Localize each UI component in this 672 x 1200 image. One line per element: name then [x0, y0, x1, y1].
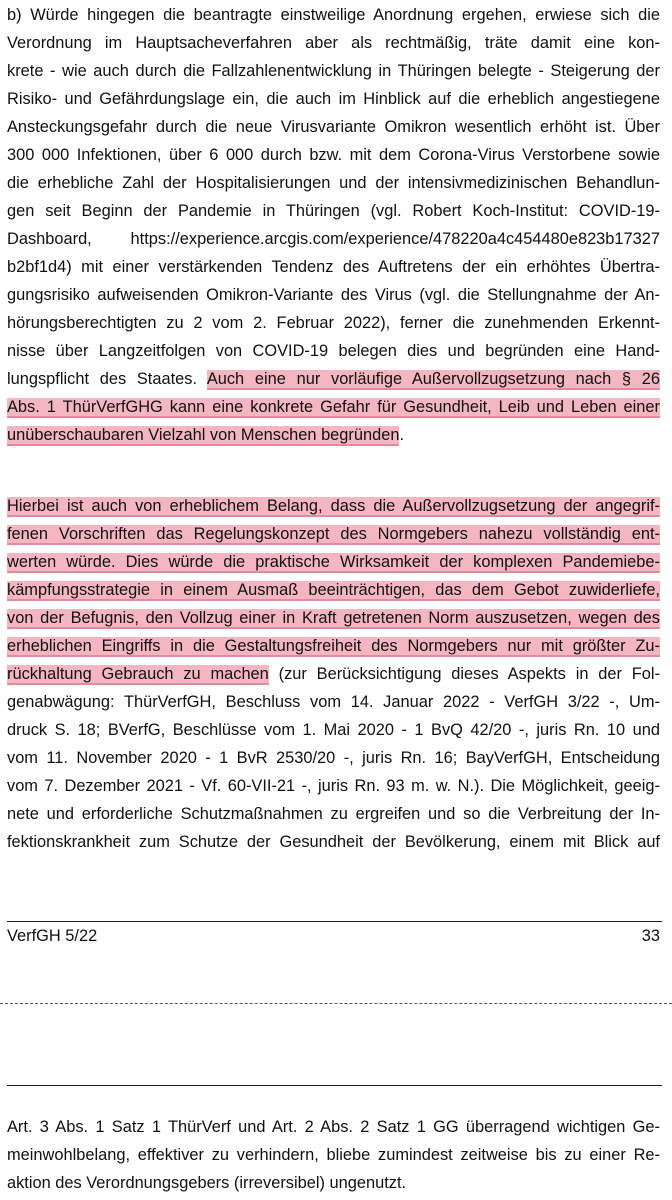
text-line: meinwohlbelang, effektiver zu verhindern, bliebe zumindest zeitweise bis zu einer Re- [7, 1146, 660, 1164]
header-rule [7, 1085, 662, 1086]
text-line [7, 523, 660, 546]
text-line: die erhebliche Zahl der Hospitalisierungen und der intensivmedizinischen Behandlun- [7, 174, 660, 192]
highlighted-text: Hierbei ist auch von erheblichem Belang, dass die Außervollzugsetzung der angegrif- [7, 497, 660, 515]
text-line: krete - wie auch durch die Fallzahlenentwicklung in Thüringen belegte - Steigerung der [7, 62, 660, 80]
text-line [7, 607, 660, 630]
highlighted-text: werten würde. Dies würde die praktische Wirksamkeit der komplexen Pandemiebe- [7, 553, 660, 571]
highlighted-text: erheblichen Eingriffs in die Gestaltungsfreiheit des Normgebers nur mit größter Zu- [7, 637, 660, 655]
text-line: Dashboard, https://experience.arcgis.com/experience/478220a4c454480e823b17327 [7, 230, 660, 248]
text-plain: (zur Berücksichtigung dieses Aspekts in der Fol- [268, 665, 660, 683]
text-line: 300 000 Infektionen, über 6 000 durch bzw. mit dem Corona-Virus Verstorbene sowie [7, 146, 660, 164]
text-line [7, 424, 404, 447]
text-plain: lungspflicht des Staates. [7, 370, 197, 388]
text-line [7, 368, 660, 391]
text-plain: . [399, 426, 405, 444]
text-line: b) Würde hingegen die beantragte einstweilige Anordnung ergehen, erwiese sich die [7, 6, 660, 24]
text-line: hörungsberechtigten zu 2 vom 2. Februar 2022), ferner die zunehmenden Erkennt- [7, 314, 660, 332]
highlighted-text: Auch eine nur vorläufige Außervollzugsetzung nach § 26 [206, 370, 660, 388]
text-line: Verordnung im Hauptsacheverfahren aber als rechtmäßig, träte damit eine kon- [7, 34, 660, 52]
highlighted-text: unüberschaubaren Vielzahl von Menschen begründen [7, 426, 400, 444]
case-number: VerfGH 5/22 [7, 927, 98, 945]
text-line: vom 7. Dezember 2021 - Vf. 60-VII-21 -, juris Rn. 93 m. w. N.). Die Möglichkeit, geeig- [7, 777, 660, 795]
highlighted-text: rückhaltung Gebrauch zu machen [7, 665, 269, 683]
text-line: gungsrisiko aufweisenden Omikron-Variante des Virus (vgl. die Stellungnahme der An- [7, 286, 660, 304]
text-line [7, 579, 660, 602]
highlighted-text: fenen Vorschriften das Regelungskonzept des Normgebers nahezu vollständig ent- [7, 525, 660, 543]
text-line: gen seit Beginn der Pandemie in Thüringen (vgl. Robert Koch-Institut: COVID-19- [7, 202, 660, 220]
highlighted-text: kämpfungsstrategie in einem Ausmaß beeinträchtigen, das dem Gebot zuwiderliefe, [7, 581, 660, 599]
footer-rule [7, 921, 662, 922]
text-line: nisse über Langzeitfolgen von COVID-19 belegen dies und begründen eine Hand- [7, 342, 660, 360]
text-line: Ansteckungsgefahr durch die neue Virusvariante Omikron wesentlich erhöht ist. Über [7, 118, 660, 136]
text-line [7, 635, 660, 658]
text-line [7, 396, 660, 419]
highlighted-text: von der Befugnis, den Vollzug einer in Kraft getretenen Norm auszusetzen, wegen des [7, 609, 660, 627]
page-number: 33 [641, 927, 660, 945]
page-break-line [0, 1003, 672, 1004]
text-line: nete und erforderliche Schutzmaßnahmen zu ergreifen und so die Verbreitung der In- [7, 805, 660, 823]
text-line [7, 495, 660, 518]
text-line: druck S. 18; BVerfG, Beschlüsse vom 1. Mai 2020 - 1 BvQ 42/20 -, juris Rn. 10 und [7, 721, 660, 739]
text-line: Risiko- und Gefährdungslage ein, die auch im Hinblick auf die erheblich angestiegene [7, 90, 660, 108]
text-line: fektionskrankheit zum Schutze der Gesundheit der Bevölkerung, einem mit Blick auf [7, 833, 660, 851]
highlighted-text: Abs. 1 ThürVerfGHG kann eine konkrete Gefahr für Gesundheit, Leib und Leben einer [7, 398, 660, 416]
text-line [7, 551, 660, 574]
text-line: aktion des Verordnungsgebers (irreversibel) ungenutzt. [7, 1174, 407, 1192]
text-line: Art. 3 Abs. 1 Satz 1 ThürVerf und Art. 2 Abs. 2 Satz 1 GG überragend wichtigen Ge- [7, 1118, 660, 1136]
text-line [7, 663, 660, 686]
text-line: vom 11. November 2020 - 1 BvR 2530/20 -, juris Rn. 16; BayVerfGH, Entscheidung [7, 749, 660, 767]
text-line: b2bf1d4) mit einer verstärkenden Tendenz des Auftretens der ein erhöhtes Übertra- [7, 258, 660, 276]
text-line: genabwägung: ThürVerfGH, Beschluss vom 14. Januar 2022 - VerfGH 3/22 -, Um- [7, 693, 660, 711]
